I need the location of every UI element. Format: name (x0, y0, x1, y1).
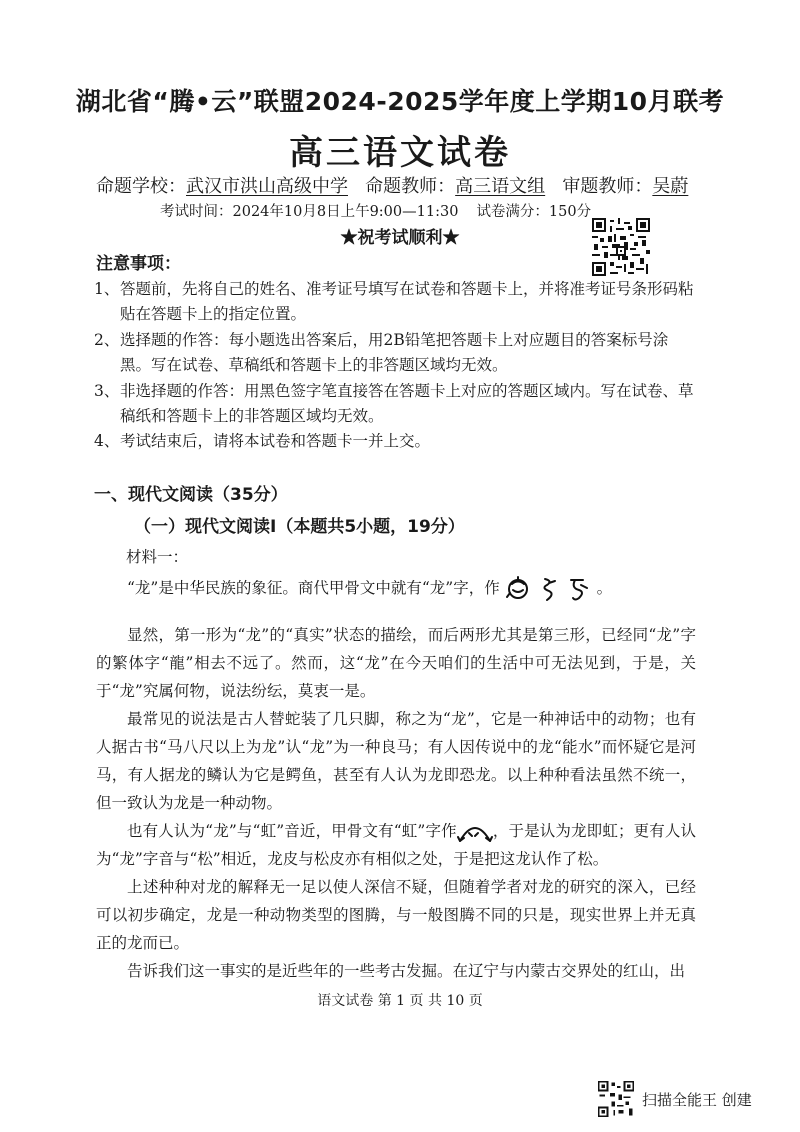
scanner-watermark: 扫描全能王 创建 (642, 1091, 752, 1109)
paragraph-text: ，于是认为龙即虹；更有人认为“龙”字音与“松”相近，龙皮与松皮亦有相似之处，于是把这龙认作了松。 (96, 822, 696, 868)
qr-code-icon (592, 218, 650, 276)
paper-title: 高三语文试卷 (289, 133, 511, 173)
notice-item (94, 429, 694, 454)
notice-item-number: 3、 (94, 381, 120, 400)
notice-item (94, 277, 694, 328)
notice-item-number: 4、 (94, 432, 120, 451)
paragraph-text-end: 。 (596, 579, 613, 597)
notice-item-number: 2、 (94, 330, 120, 349)
notice-item-text: 非选择题的作答：用黑色签字笔直接答在答题卡上对应的答题区域内。写在试卷、草稿纸和答题卡上的非答题区域均无效。 (120, 381, 694, 426)
reviewer-name: 吴蔚 (652, 176, 689, 197)
good-luck-banner: ★祝考试顺利★ (340, 228, 460, 248)
paragraph-6: 告诉我们这一事实的是近些年的一些考古发掘。在辽宁与内蒙古交界处的红山，出 (127, 962, 686, 980)
school-name: 武汉市洪山高级中学 (186, 176, 348, 197)
reviewer-label: 审题教师： (562, 176, 653, 197)
section-title: 一、现代文阅读（35分） (94, 485, 288, 505)
paragraph-2: 显然，第一形为“龙”的“真实”状态的描绘，而后两形尤其是第三形，已经同“龙”字的繁体字“龍”相去不远了。然而，这“龙”在今天咱们的生活中可无法见到，于是，关于“龙”究属何物，说法纷纭，莫衷一是。 (96, 626, 696, 700)
oracle-rainbow-glyph-icon (457, 821, 493, 843)
qr-code-icon (598, 1081, 634, 1117)
school-label: 命题学校： (96, 176, 186, 197)
subsection-title: （一）现代文阅读Ⅰ（本题共5小题，19分） (134, 517, 465, 537)
notice-item-text: 答题前，先将自己的姓名、准考证号填写在试卷和答题卡上，并将准考证号条形码粘贴在答题卡上的指定位置。 (120, 280, 694, 324)
paragraph-1 (96, 574, 696, 603)
exam-info-line (160, 200, 591, 221)
teacher-label: 命题教师： (365, 176, 456, 197)
teacher-name: 高三语文组 (455, 176, 546, 197)
notice-item (94, 379, 694, 430)
paragraph-5: 上述种种对龙的解释无一足以使人深信不疑，但随着学者对龙的研究的深入，已经可以初步确定，龙是一种动物类型的图腾，与一般图腾不同的只是，现实世界上并无真正的龙而已。 (96, 878, 696, 952)
author-line (96, 172, 688, 198)
material-label: 材料一： (126, 548, 189, 566)
notice-list (94, 277, 694, 455)
notice-heading: 注意事项： (96, 254, 181, 274)
full-score: 试卷满分：150分 (476, 204, 592, 220)
notice-item-number: 1、 (94, 280, 120, 298)
paragraph-4 (96, 817, 696, 873)
notice-item (94, 328, 694, 379)
paragraph-text: 也有人认为“龙”与“虹”音近，甲骨文有“虹”字作 (127, 822, 457, 840)
paragraph-3: 最常见的说法是古人替蛇装了几只脚，称之为“龙”，它是一种神话中的动物；也有人据古书“马八尺以上为龙”认“龙”为一种良马；有人因传说中的龙“能水”而怀疑它是河马，有人据龙的鳞认为它是鳄鱼，甚至有人认为龙即恐龙。以上种种看法虽然不统一，但一致认为龙是一种动物。 (96, 710, 696, 812)
notice-item-text: 选择题的作答：每小题选出答案后，用2B铅笔把答题卡上对应题目的答案标号涂黑。写在试卷、草稿纸和答题卡上的非答题区域均无效。 (120, 330, 669, 375)
page-footer: 语文试卷 第 1 页 共 10 页 (317, 993, 483, 1009)
paragraph-text: “龙”是中华民族的象征。商代甲骨文中就有“龙”字，作 (127, 579, 500, 597)
exam-time: 考试时间：2024年10月8日上午9:00—11:30 (160, 204, 459, 220)
exam-title: 湖北省“腾•云”联盟2024-2025学年度上学期10月联考 (75, 87, 725, 116)
notice-item-text: 考试结束后，请将本试卷和答题卡一并上交。 (120, 432, 431, 451)
oracle-dragon-glyph-icon (505, 575, 597, 603)
